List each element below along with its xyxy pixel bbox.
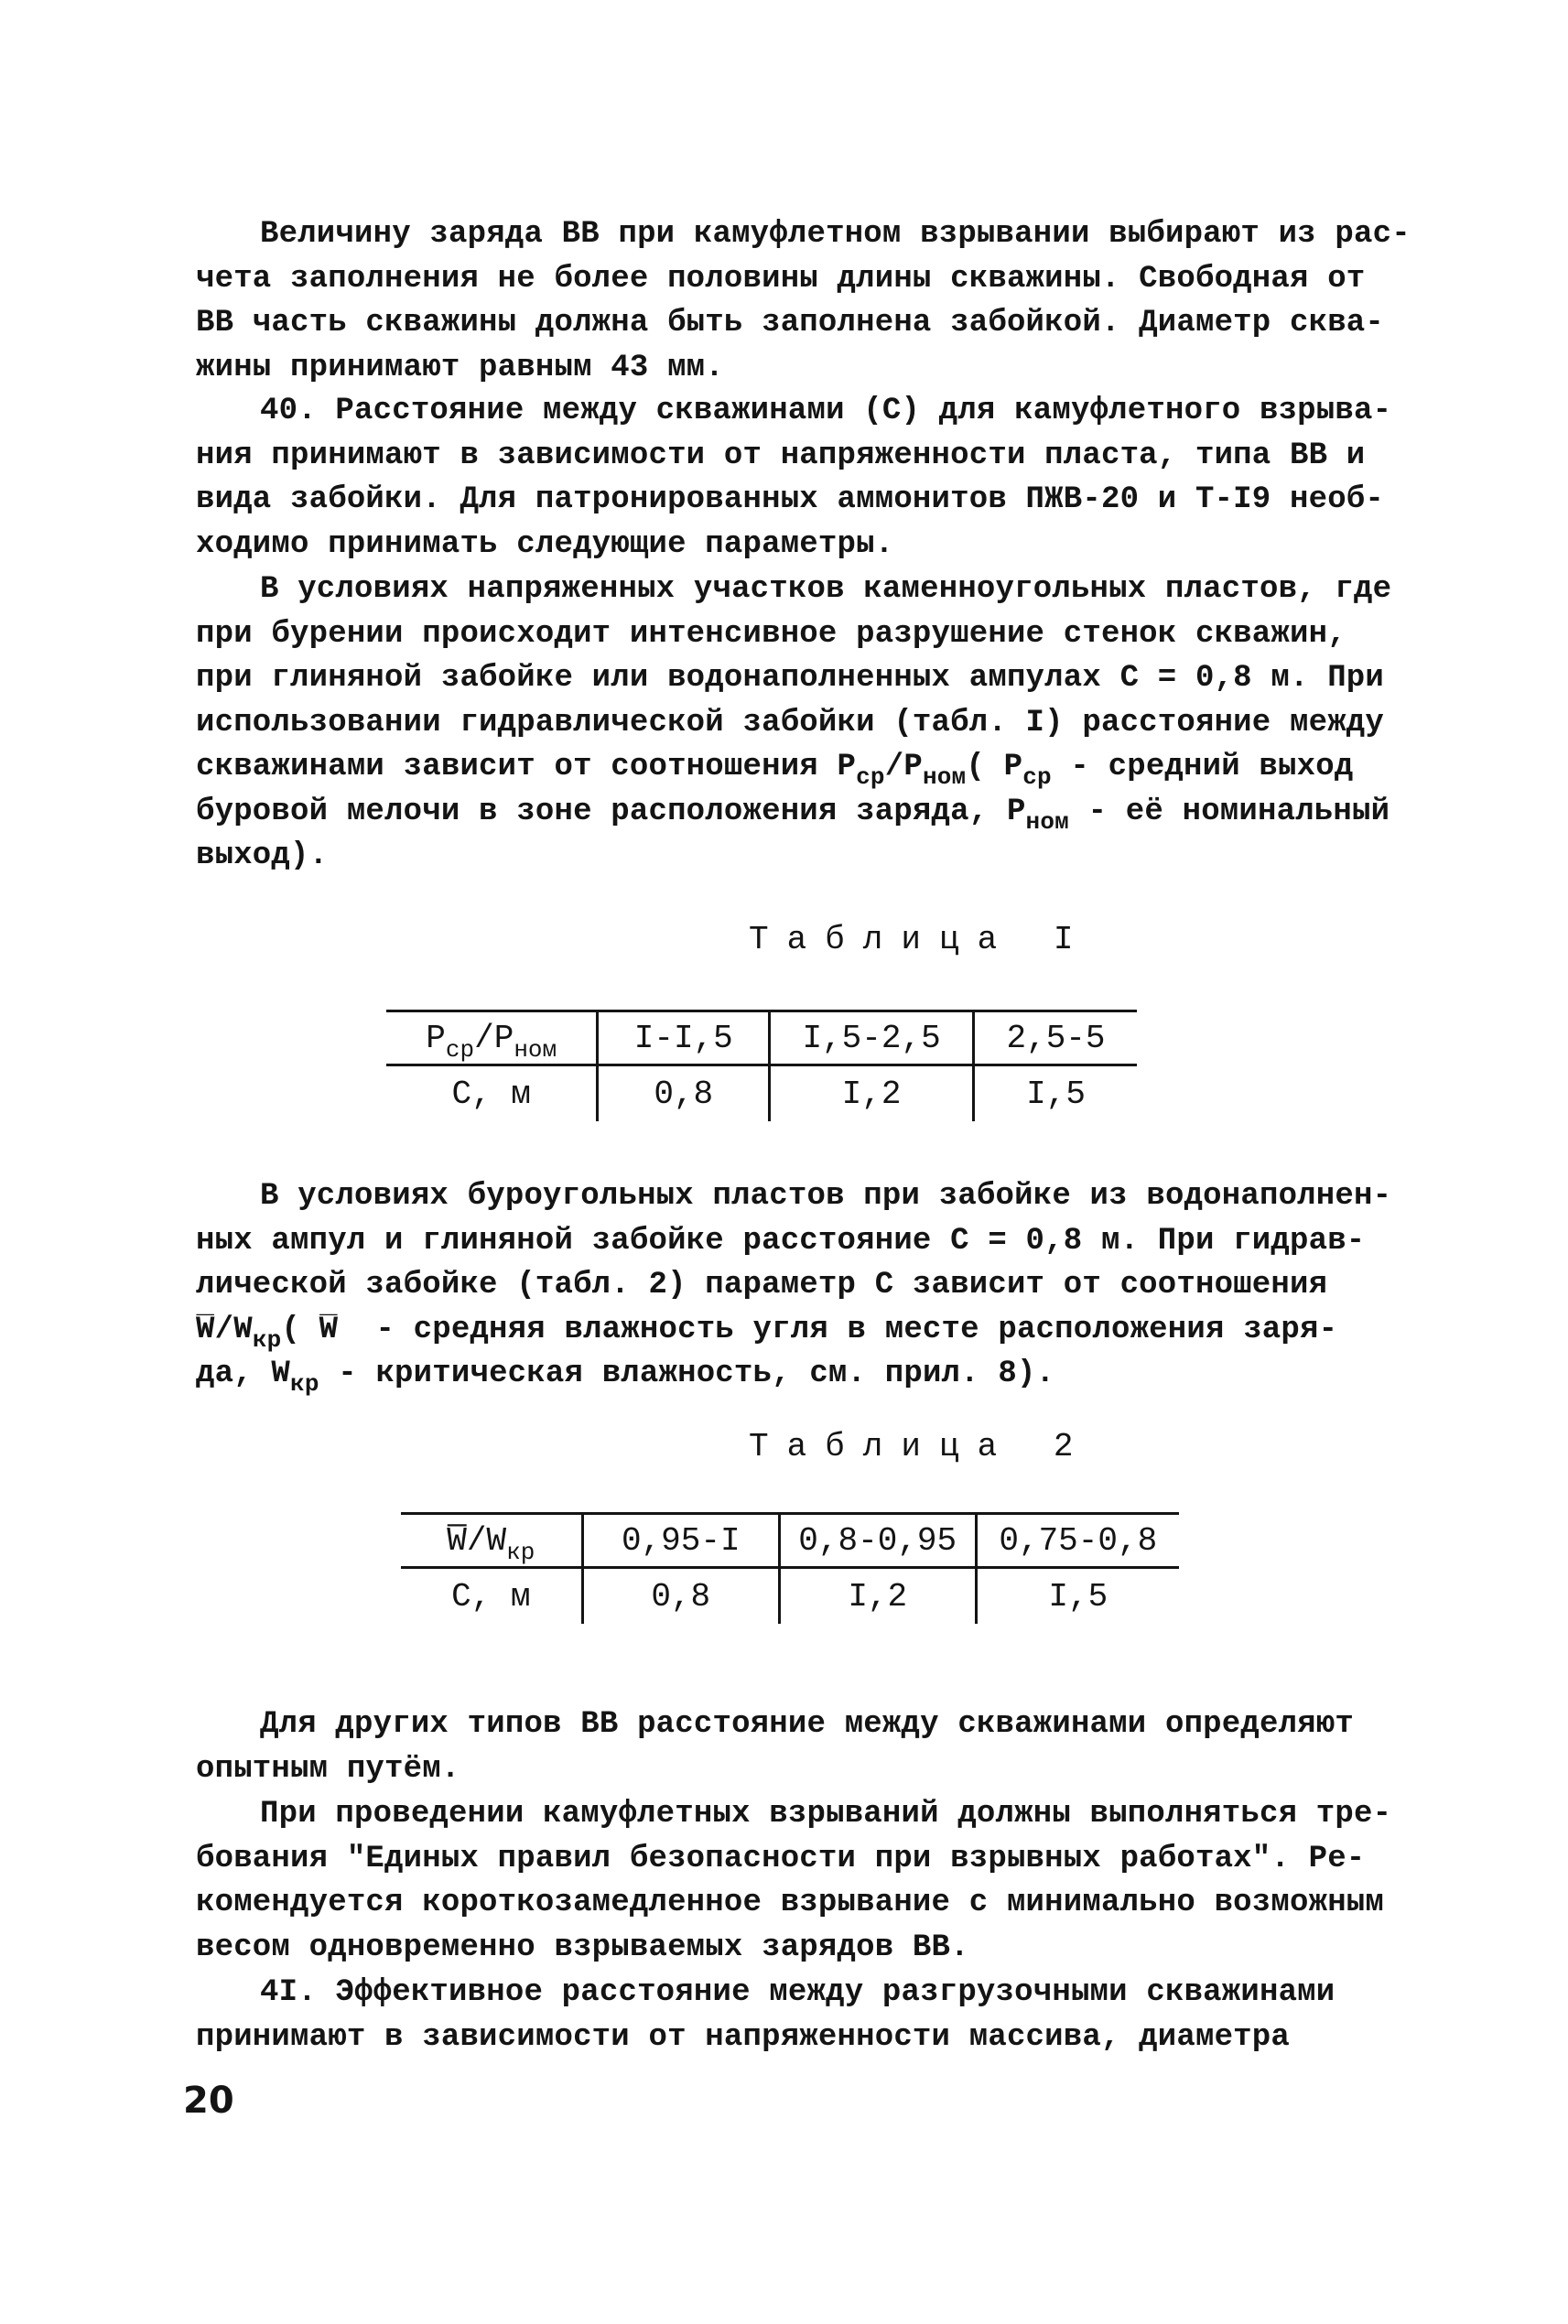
table-cell: I,2 bbox=[779, 1568, 976, 1625]
text-line: принимают в зависимости от напряженности массива, диаметра bbox=[196, 2019, 1290, 2055]
text-line: ния принимают в зависимости от напряженности пласта, типа ВВ и bbox=[196, 438, 1366, 473]
table-cell: I,5-2,5 bbox=[770, 1011, 974, 1065]
table-1-header-label bbox=[386, 1011, 598, 1065]
text-line: выход). bbox=[196, 838, 329, 873]
text-line: Величину заряда ВВ при камуфлетном взрывании выбирают из рас- bbox=[260, 217, 1411, 252]
text-line: бования "Единых правил безопасности при взрывных работах". Ре- bbox=[196, 1841, 1366, 1876]
text-fragment: /Р bbox=[884, 750, 923, 784]
text-fragment: W̅/W bbox=[196, 1312, 253, 1347]
table-1 bbox=[386, 1010, 1137, 1121]
table-2-row-label: С, м bbox=[451, 1577, 531, 1616]
paragraph-other-explosives bbox=[196, 1702, 1386, 1791]
table-2-caption: Таблица 2 bbox=[749, 1428, 1092, 1465]
text-fragment: - средний выход bbox=[1051, 750, 1354, 784]
table-1-caption: Таблица I bbox=[749, 921, 1092, 958]
subscript: ном bbox=[922, 763, 967, 791]
text-line bbox=[196, 1352, 1386, 1397]
text-line: использовании гидравлической забойки (табл. I) расстояние между bbox=[196, 705, 1385, 740]
text-fragment: да, W bbox=[196, 1357, 291, 1391]
text-line bbox=[196, 1308, 1386, 1353]
text-fragment: /Р bbox=[474, 1019, 514, 1057]
text-fragment: Р bbox=[426, 1019, 446, 1057]
text-line: 40. Расстояние между скважинами (С) для камуфлетного взрыва- bbox=[260, 394, 1392, 428]
paragraph-hard-coal-conditions bbox=[196, 567, 1392, 879]
table-2-data-row bbox=[401, 1568, 1179, 1625]
table-cell: 0,8-0,95 bbox=[779, 1514, 976, 1568]
paragraph-item-41 bbox=[196, 1971, 1386, 2059]
table-cell: I,5 bbox=[976, 1568, 1179, 1625]
text-fragment: скважинами зависит от соотношения Р bbox=[196, 750, 857, 784]
text-fragment: - её номинальный bbox=[1068, 794, 1390, 829]
text-line: Для других типов ВВ расстояние между скважинами определяют bbox=[260, 1707, 1354, 1742]
subscript: ном bbox=[514, 1035, 557, 1064]
text-fragment: - критическая влажность, см. прил. 8). bbox=[319, 1357, 1055, 1391]
paragraph-charge-size bbox=[196, 212, 1411, 390]
text-fragment: W̅/W bbox=[447, 1521, 507, 1560]
table-2-header-label bbox=[401, 1514, 582, 1568]
table-cell: 0,8 bbox=[598, 1065, 770, 1122]
paragraph-item-40 bbox=[196, 389, 1392, 567]
table-cell: I,2 bbox=[770, 1065, 974, 1122]
table-cell: 0,8 bbox=[582, 1568, 779, 1625]
subscript: ср bbox=[445, 1035, 475, 1064]
subscript: кр bbox=[290, 1370, 319, 1398]
table-cell: 0,75-0,8 bbox=[976, 1514, 1179, 1568]
subscript: ср bbox=[856, 763, 885, 791]
paragraph-brown-coal-conditions bbox=[196, 1174, 1392, 1398]
text-line: При проведении камуфлетных взрываний должны выполняться тре- bbox=[260, 1797, 1392, 1832]
table-1-header-row bbox=[386, 1011, 1137, 1065]
text-line: вида забойки. Для патронированных аммонитов ПЖВ-20 и Т-I9 необ- bbox=[196, 482, 1385, 517]
text-line: комендуется короткозамедленное взрывание с минимально возможным bbox=[196, 1886, 1385, 1920]
table-1-data-row bbox=[386, 1065, 1137, 1122]
text-fragment: ( W̅ - средняя влажность угля в месте расположения заря- bbox=[281, 1312, 1338, 1347]
paragraph-safety-requirements bbox=[196, 1792, 1392, 1970]
subscript: кр bbox=[252, 1325, 282, 1354]
text-line: В условиях напряженных участков каменноугольных пластов, где bbox=[260, 572, 1392, 607]
page-number: 20 bbox=[183, 2080, 234, 2122]
text-line: жины принимают равным 43 мм. bbox=[196, 350, 724, 385]
text-fragment: ( Р bbox=[966, 750, 1023, 784]
text-fragment: буровой мелочи в зоне расположения заряда, Р bbox=[196, 794, 1026, 829]
text-line: В условиях буроугольных пластов при забойке из водонаполнен- bbox=[260, 1179, 1392, 1214]
text-line: лической забойке (табл. 2) параметр С зависит от соотношения bbox=[196, 1268, 1328, 1303]
text-line bbox=[196, 745, 1386, 790]
table-cell: 2,5-5 bbox=[974, 1011, 1137, 1065]
text-line bbox=[196, 790, 1390, 836]
text-line: ВВ часть скважины должна быть заполнена забойкой. Диаметр сква- bbox=[196, 306, 1385, 340]
text-line: ных ампул и глиняной забойке расстояние С = 0,8 м. При гидрав- bbox=[196, 1223, 1366, 1259]
subscript: ср bbox=[1022, 763, 1052, 791]
table-cell: 0,95-I bbox=[582, 1514, 779, 1568]
table-2-header-row bbox=[401, 1514, 1179, 1568]
text-line: ходимо принимать следующие параметры. bbox=[196, 526, 894, 562]
table-1-row-label: С, м bbox=[451, 1075, 531, 1113]
text-line: весом одновременно взрываемых зарядов ВВ. bbox=[196, 1929, 969, 1965]
subscript: ном bbox=[1025, 807, 1069, 836]
text-line: чета заполнения не более половины длины скважины. Свободная от bbox=[196, 261, 1366, 297]
text-line: 4I. Эффективное расстояние между разгрузочными скважинами bbox=[260, 1975, 1336, 2010]
subscript: кр bbox=[506, 1538, 535, 1566]
table-cell: I-I,5 bbox=[598, 1011, 770, 1065]
table-2 bbox=[401, 1512, 1179, 1624]
text-line: при глиняной забойке или водонаполненных ампулах С = 0,8 м. При bbox=[196, 661, 1385, 696]
text-line: опытным путём. bbox=[196, 1751, 460, 1787]
text-line: при бурении происходит интенсивное разрушение стенок скважин, bbox=[196, 616, 1346, 652]
table-cell: I,5 bbox=[974, 1065, 1137, 1122]
